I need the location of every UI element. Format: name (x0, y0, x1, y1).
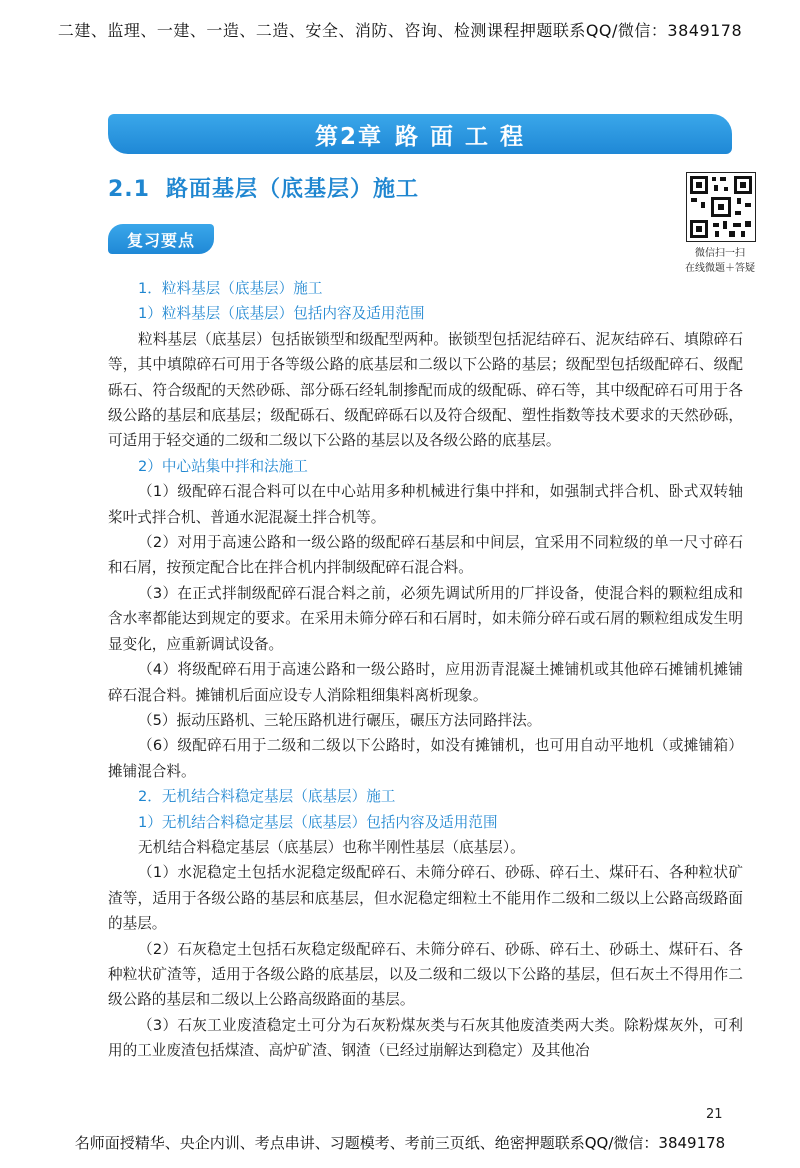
heading-2: 1）粒料基层（底基层）包括内容及适用范围 (138, 305, 425, 323)
qr-caption-line-2: 在线微题＋答疑 (685, 263, 755, 274)
bottom-banner: 名师面授精华、央企内训、考点串讲、习题模考、考前三页纸、绝密押题联系QQ/微信：3849178 (74, 1134, 726, 1152)
paragraph: （4）将级配碎石用于高速公路和一级公路时，应用沥青混凝土摊铺机或其他碎石摊铺机摊铺碎石混合料。摊铺机后面应设专人消除粗细集料离析现象。 (108, 661, 743, 704)
chapter-number: 第2章 (314, 123, 383, 150)
chapter-banner (108, 114, 732, 154)
heading-1: 2．无机结合料稳定基层（底基层）施工 (138, 788, 396, 806)
paragraph: （2）石灰稳定土包括石灰稳定级配碎石、未筛分碎石、砂砾、碎石土、砂砾土、煤矸石、各种粒状矿渣等，适用于各级公路的底基层，以及二级和二级以下公路的基层，但石灰土不得用作二级公路的基层和二级以上公路高级路面的基层。 (108, 940, 743, 1009)
page-number: 21 (706, 1107, 723, 1122)
body-content (108, 276, 743, 1064)
qr-caption-line-1: 微信扫一扫 (695, 248, 745, 259)
heading-2: 1）无机结合料稳定基层（底基层）包括内容及适用范围 (138, 813, 498, 831)
section-title-text: 路面基层（底基层）施工 (165, 177, 419, 202)
section-title (108, 172, 419, 203)
paragraph: （3）在正式拌制级配碎石混合料之前，必须先调试所用的厂拌设备，使混合料的颗粒组成和含水率都能达到规定的要求。在采用未筛分碎石和石屑时，如未筛分碎石或石屑的颗粒组成发生明显变化，应重新调试设备。 (108, 584, 743, 653)
qr-code-icon (686, 172, 756, 242)
paragraph: （2）对用于高速公路和一级公路的级配碎石基层和中间层，宜采用不同粒级的单一尺寸碎石和石屑，按预定配合比在拌合机内拌制级配碎石混合料。 (108, 534, 743, 577)
review-points-label: 复习要点 (108, 224, 214, 254)
paragraph: （3）石灰工业废渣稳定土可分为石灰粉煤灰类与石灰其他废渣类两大类。除粉煤灰外，可利用的工业废渣包括煤渣、高炉矿渣、钢渣（已经过崩解达到稳定）及其他冶 (108, 1016, 743, 1060)
paragraph: （6）级配碎石用于二级和二级以下公路时，如没有摊铺机，也可用自动平地机（或摊铺箱）摊铺混合料。 (108, 737, 743, 780)
paragraph: （5）振动压路机、三轮压路机进行碾压，碾压方法同路拌法。 (138, 711, 542, 729)
section-number: 2.1 (108, 177, 150, 202)
heading-2: 2）中心站集中拌和法施工 (138, 457, 308, 475)
qr-caption (676, 246, 764, 276)
heading-1: 1．粒料基层（底基层）施工 (138, 280, 323, 297)
paragraph: （1）水泥稳定土包括水泥稳定级配碎石、未筛分碎石、砂砾、碎石土、煤矸石、各种粒状矿渣等，适用于各级公路的基层和底基层，但水泥稳定细粒土不能用作二级和二级以上公路高级路面的基层。 (108, 864, 743, 933)
paragraph: （1）级配碎石混合料可以在中心站用多种机械进行集中拌和，如强制式拌合机、卧式双转轴桨叶式拌合机、普通水泥混凝土拌合机等。 (108, 483, 743, 526)
paragraph: 粒料基层（底基层）包括嵌锁型和级配型两种。嵌锁型包括泥结碎石、泥灰结碎石、填隙碎石等，其中填隙碎石可用于各等级公路的底基层和二级以下公路的基层；级配型包括级配碎石、级配砾石、符合级配的天然砂砾、部分砾石经轧制掺配而成的级配砾、碎石等，其中级配碎石可用于各级公路的基层和底基层；级配砾石、级配碎砾石以及符合级配、塑性指数等技术要求的天然砂砾，可适用于轻交通的二级和二级以下公路的基层以及各级公路的底基层。 (108, 330, 743, 450)
qr-code-graphic (687, 173, 755, 241)
top-banner: 二建、监理、一建、一造、二造、安全、消防、咨询、检测课程押题联系QQ/微信：3849178 (57, 21, 743, 40)
chapter-title: 路 面 工 程 (394, 123, 526, 150)
paragraph: 无机结合料稳定基层（底基层）也称半刚性基层（底基层）。 (138, 838, 525, 856)
